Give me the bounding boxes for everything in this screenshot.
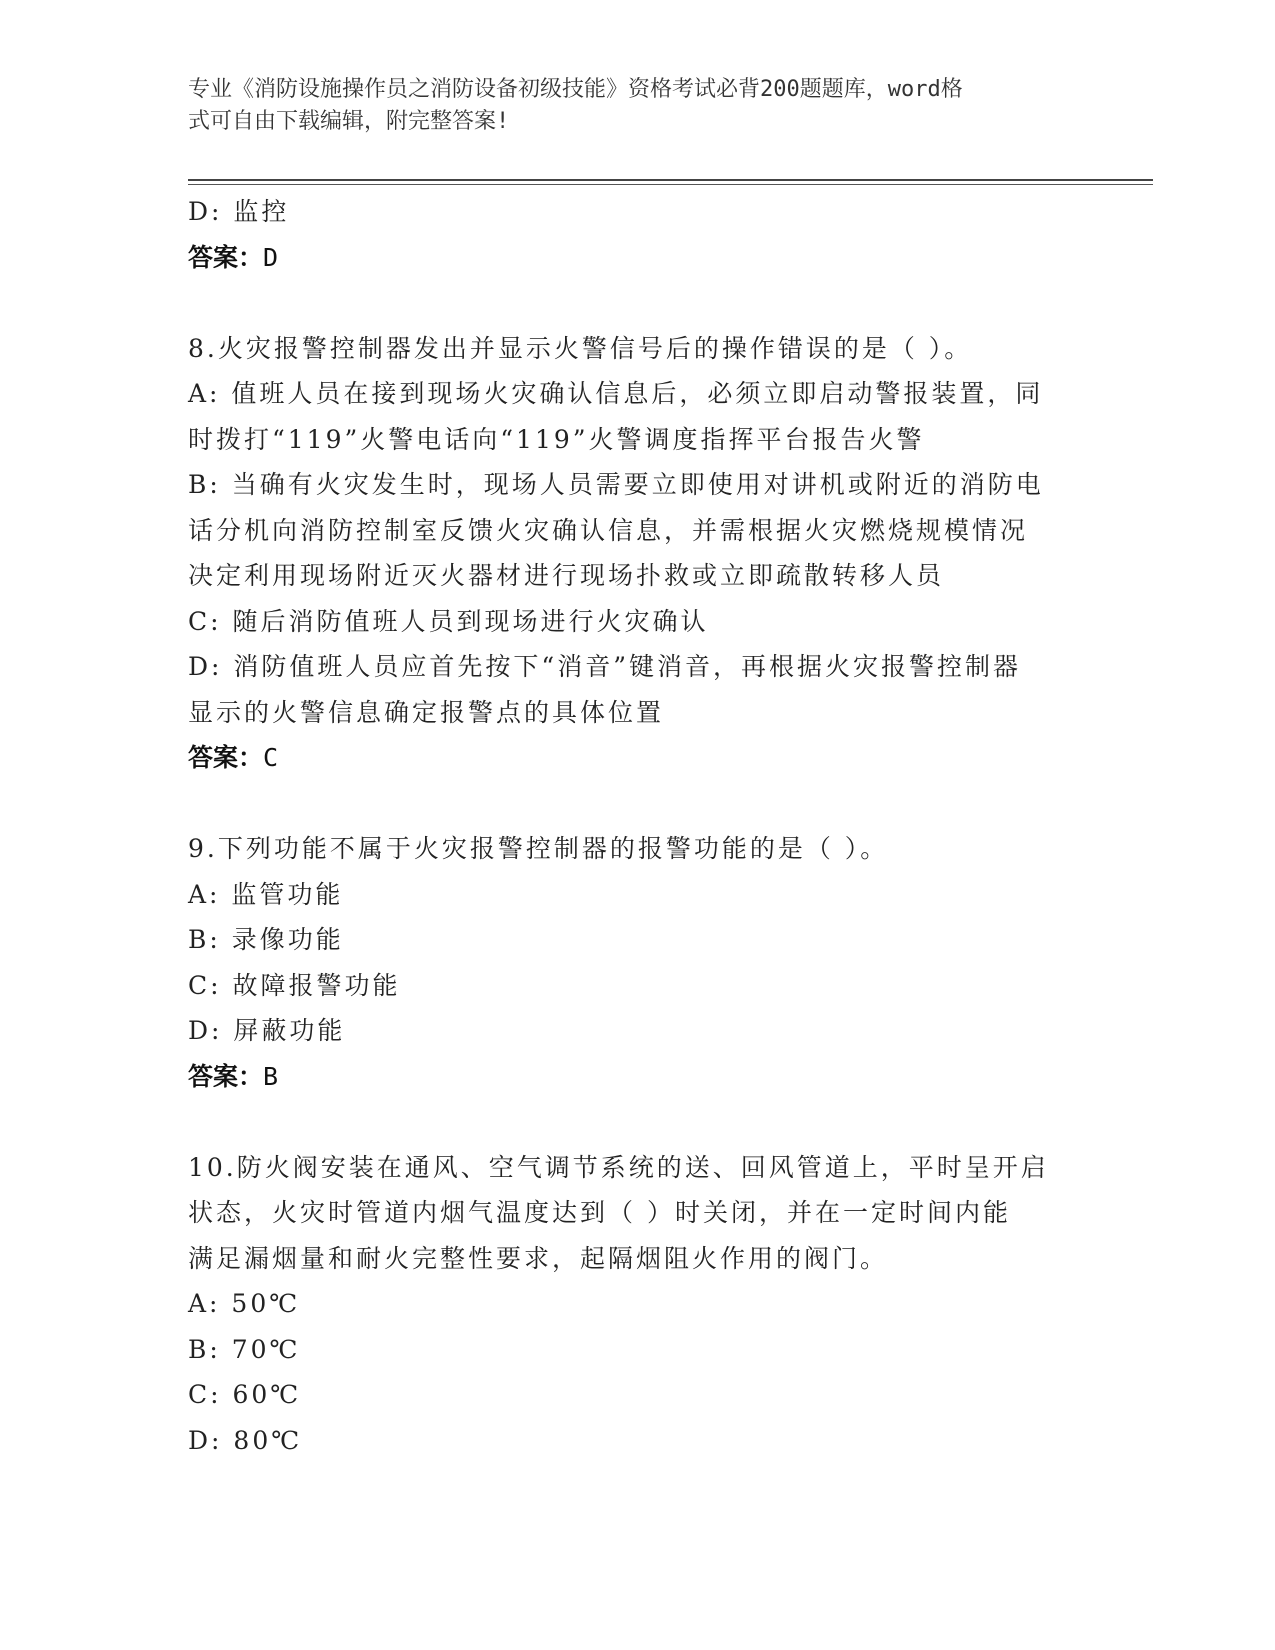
option-a: A: 50℃ [188, 1289, 301, 1318]
answer-value: B [263, 1061, 279, 1091]
option-a-line-1: A: 值班人员在接到现场火灾确认信息后，必须立即启动警报装置，同 [188, 379, 1044, 408]
question-stem: 9.下列功能不属于火灾报警控制器的报警功能的是（ ）。 [188, 834, 889, 863]
header-line-1: 专业《消防设施操作员之消防设备初级技能》资格考试必背200题题库，word格 [188, 77, 963, 102]
option-d: D: 屏蔽功能 [188, 1016, 346, 1045]
option-d: D: 监控 [188, 197, 290, 226]
question-stem-line-3: 满足漏烟量和耐火完整性要求，起隔烟阻火作用的阀门。 [188, 1243, 889, 1273]
option-d-line-1: D: 消防值班人员应首先按下“消音”键消音，再根据火灾报警控制器 [188, 652, 1021, 681]
document-body [188, 189, 1078, 1463]
answer-label: 答案： [188, 743, 264, 772]
question-stem-line-2: 状态，火灾时管道内烟气温度达到（ ）时关闭，并在一定时间内能 [188, 1198, 1011, 1227]
option-b: B: 70℃ [188, 1334, 301, 1364]
spacer [188, 1099, 1078, 1145]
header-rule-thick [188, 179, 1153, 181]
option-a-line-2: 时拨打“119”火警电话向“119”火警调度指挥平台报告火警 [188, 424, 925, 454]
answer-value: D [263, 242, 279, 272]
option-d: D: 80℃ [188, 1425, 303, 1455]
page-header [188, 74, 1068, 138]
option-c: C: 60℃ [188, 1380, 302, 1409]
question-stem-line-1: 10.防火阀安装在通风、空气调节系统的送、回风管道上，平时呈开启 [188, 1152, 1049, 1182]
spacer [188, 781, 1078, 827]
answer-label: 答案： [188, 242, 264, 272]
question-8 [188, 326, 1078, 781]
answer-label: 答案： [188, 1061, 264, 1091]
answer-line [188, 235, 1078, 281]
header-rule-thin [188, 184, 1153, 185]
answer-value: C [263, 743, 279, 772]
option-c: C: 随后消防值班人员到现场进行火灾确认 [188, 606, 709, 636]
question-10 [188, 1145, 1078, 1464]
option-c: C: 故障报警功能 [188, 970, 401, 1000]
spacer [188, 280, 1078, 326]
option-a: A: 监管功能 [188, 879, 344, 909]
previous-question-tail [188, 189, 1078, 280]
answer-line [188, 1054, 1078, 1100]
option-b-line-1: B: 当确有火灾发生时，现场人员需要立即使用对讲机或附近的消防电 [188, 470, 1044, 499]
option-b-line-2: 话分机向消防控制室反馈火灾确认信息，并需根据火灾燃烧规模情况 [188, 515, 1029, 545]
header-line-2: 式可自由下载编辑，附完整答案! [188, 109, 510, 134]
option-b-line-3: 决定利用现场附近灭火器材进行现场扑救或立即疏散转移人员 [188, 561, 945, 590]
option-b: B: 录像功能 [188, 925, 344, 954]
option-d-line-2: 显示的火警信息确定报警点的具体位置 [188, 697, 665, 727]
question-9 [188, 826, 1078, 1099]
question-stem: 8.火灾报警控制器发出并显示火警信号后的操作错误的是（ ）。 [188, 333, 973, 363]
answer-line [188, 735, 1078, 781]
